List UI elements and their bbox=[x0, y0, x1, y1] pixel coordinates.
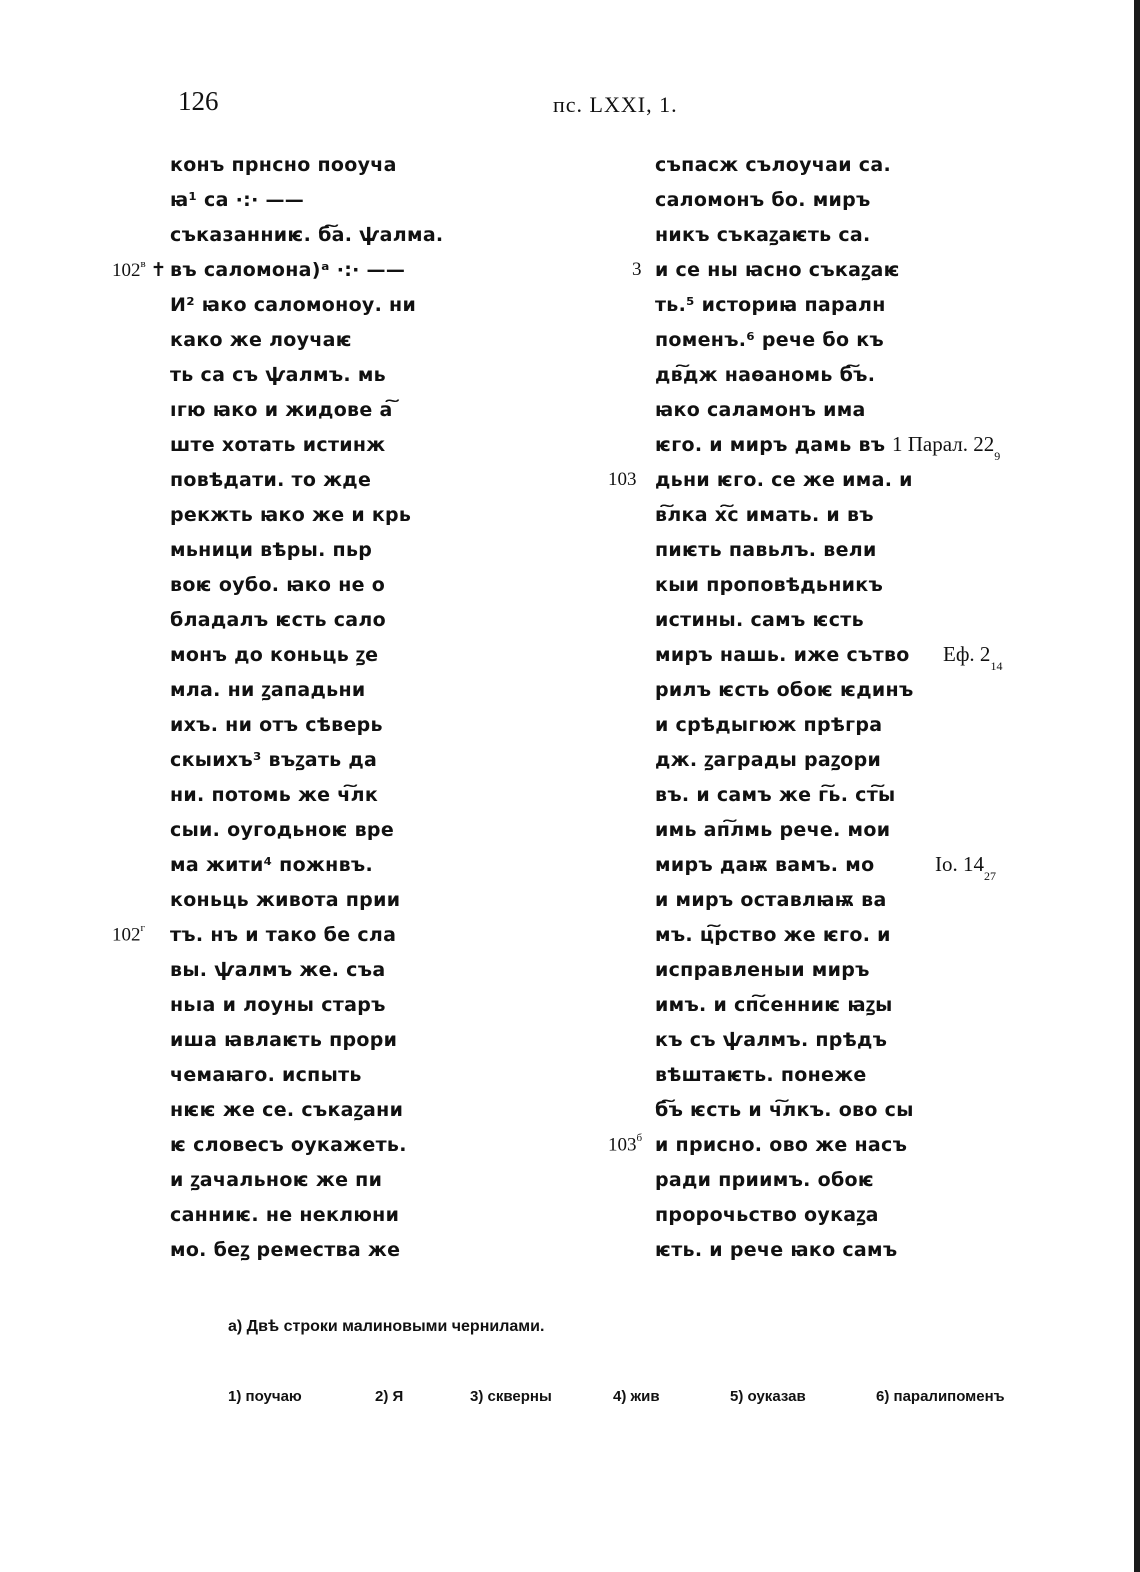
text-line: сыи. оугодьноѥ вре bbox=[170, 819, 395, 841]
text-line: мъ. ц͠рство же ѥго. и bbox=[655, 924, 891, 946]
text-line: повѣдати. то жде bbox=[170, 469, 372, 491]
cross-reference: Еф. $2_{14}$ bbox=[943, 642, 1003, 674]
variant-reading: 2) Я bbox=[375, 1388, 404, 1405]
right-text-column bbox=[655, 148, 914, 1268]
text-line: и ꙁачальноѥ же пи bbox=[170, 1169, 383, 1191]
text-line: миръ нашь. иже сътво bbox=[655, 644, 910, 666]
text-line: ѥ словесъ оукажеть. bbox=[170, 1134, 407, 1156]
text-line: съпасж сълоучаи са. bbox=[655, 154, 891, 176]
text-line: ньıа и лоуны старъ bbox=[170, 994, 386, 1016]
running-title: пс. LXXI, 1. bbox=[553, 92, 678, 117]
text-line: рилъ ѥсть обоѥ ѥдинъ bbox=[655, 679, 914, 701]
folio-marker-left: $102^г$ bbox=[112, 922, 146, 946]
text-line: рекжть ꙗко же и крь bbox=[170, 504, 412, 526]
text-line: тъ. нъ и тако бе сла bbox=[170, 924, 397, 946]
text-line: ть.⁵ историꙗ паралн bbox=[655, 294, 886, 316]
folio-marker-right: 3 bbox=[632, 259, 642, 280]
text-line: ꙗ¹ са ·:· —— bbox=[170, 189, 305, 211]
left-text-column bbox=[170, 148, 443, 1268]
text-line: и срѣдыгюж прѣгра bbox=[655, 714, 883, 736]
text-line: исправленыи миръ bbox=[655, 959, 870, 981]
text-line: скыихъ³ въꙁать да bbox=[170, 749, 378, 771]
text-line: мо. беꙁ ремества же bbox=[170, 1239, 401, 1261]
text-line: ни. потомь же ч͠лк bbox=[170, 784, 379, 806]
footnote-a: а) Двѣ строки малиновыми чернилами. bbox=[228, 1318, 545, 1335]
text-line: и се ны ꙗсно съкаꙁаѥ bbox=[655, 259, 900, 281]
text-line: како же лоучаѥ bbox=[170, 329, 353, 351]
text-line: никъ съкаꙁаѥть са. bbox=[655, 224, 871, 246]
text-line: конъ прнсно пооучa bbox=[170, 154, 397, 176]
text-line: дьни ѥго. се же има. и bbox=[655, 469, 913, 491]
variant-readings bbox=[0, 1388, 1140, 1418]
variant-reading: 3) скверны bbox=[470, 1388, 552, 1405]
text-line: дж. ꙁаграды раꙁори bbox=[655, 749, 882, 771]
variant-reading: 4) жив bbox=[613, 1388, 660, 1405]
variant-reading: 5) оуказав bbox=[730, 1388, 806, 1405]
text-line: имъ. и сп͠сенниѥ ꙗꙁы bbox=[655, 994, 893, 1016]
text-line: мьници вѣры. пьр bbox=[170, 539, 373, 561]
text-line: ть са съ ѱалмъ. мь bbox=[170, 364, 386, 386]
text-line: воѥ оубо. ꙗко не о bbox=[170, 574, 386, 596]
text-line: вы. ѱалмъ же. съа bbox=[170, 959, 386, 981]
text-line: ꙗко саламонъ има bbox=[655, 399, 866, 421]
text-line: и присно. ово же насъ bbox=[655, 1134, 908, 1156]
text-line: чемаꙗго. испыть bbox=[170, 1064, 362, 1086]
text-line: дв͠дж наѳаномь б͠ъ. bbox=[655, 364, 876, 386]
text-line: пророчьство оукаꙁа bbox=[655, 1204, 879, 1226]
text-line: саломонъ бо. миръ bbox=[655, 189, 871, 211]
text-line: иша ꙗвлаѥть прори bbox=[170, 1029, 398, 1051]
page-number: 126 bbox=[178, 86, 219, 116]
text-line: ихъ. ни отъ сѣверь bbox=[170, 714, 383, 736]
text-line: бладалъ ѥсть сало bbox=[170, 609, 386, 631]
folio-marker-right: $103^б$ bbox=[608, 1132, 643, 1156]
text-line: в͠лка х͠с имать. и въ bbox=[655, 504, 874, 526]
text-line: мла. ни ꙁападьни bbox=[170, 679, 366, 701]
text-line: кыи проповѣдьникъ bbox=[655, 574, 884, 596]
text-line: коньць живота прии bbox=[170, 889, 401, 911]
text-line: истины. самъ ѥсть bbox=[655, 609, 864, 631]
text-line: б͠ъ ѥсть и ч͠лкъ. ово сы bbox=[655, 1099, 914, 1121]
text-line: съказанниѥ. б͠а. ѱалма. bbox=[170, 224, 444, 246]
text-line: ѥть. и рече ꙗко самъ bbox=[655, 1239, 898, 1261]
variant-reading: 1) поучаю bbox=[228, 1388, 302, 1405]
text-line: ѥго. и миръ дамь въ bbox=[655, 434, 886, 456]
folio-marker-right: 103 bbox=[608, 469, 637, 490]
text-line: И² ꙗко саломоноу. ни bbox=[170, 294, 417, 316]
text-line: монъ до коньць ꙁе bbox=[170, 644, 379, 666]
text-line: нѥѥ же се. съкаꙁани bbox=[170, 1099, 404, 1121]
text-line: въ саломона)ᵃ ·:· —— bbox=[170, 259, 406, 281]
cross-reference: Io. $14_{27}$ bbox=[935, 852, 996, 884]
text-line: вѣштаѥть. понеже bbox=[655, 1064, 867, 1086]
text-line: и миръ оставлꙗѭ ва bbox=[655, 889, 887, 911]
cross-reference: 1 Парал. $22_9$ bbox=[892, 432, 1001, 464]
text-line: поменъ.⁶ рече бо къ bbox=[655, 329, 884, 351]
text-line: санниѥ. не неклюни bbox=[170, 1204, 400, 1226]
text-line: въ. и самъ же г͠ь. ст͠ы bbox=[655, 784, 896, 806]
text-line: ради приимъ. обоѥ bbox=[655, 1169, 875, 1191]
text-line: миръ даѭ вамъ. мо bbox=[655, 854, 875, 876]
text-line: имь ап͠лмь рече. мои bbox=[655, 819, 891, 841]
text-line: ıгю ꙗко и жидове а͠ bbox=[170, 399, 393, 421]
text-line: ма жити⁴ пожнвъ. bbox=[170, 854, 373, 876]
text-line: пиѥть павьлъ. вели bbox=[655, 539, 877, 561]
variant-reading: 6) паралипоменъ bbox=[876, 1388, 1005, 1405]
text-line: къ съ ѱалмъ. прѣдъ bbox=[655, 1029, 888, 1051]
text-line: ште хотать истинж bbox=[170, 434, 386, 456]
folio-marker-left: $102^в$ ✝ bbox=[112, 257, 167, 281]
page-edge bbox=[1134, 0, 1140, 1572]
